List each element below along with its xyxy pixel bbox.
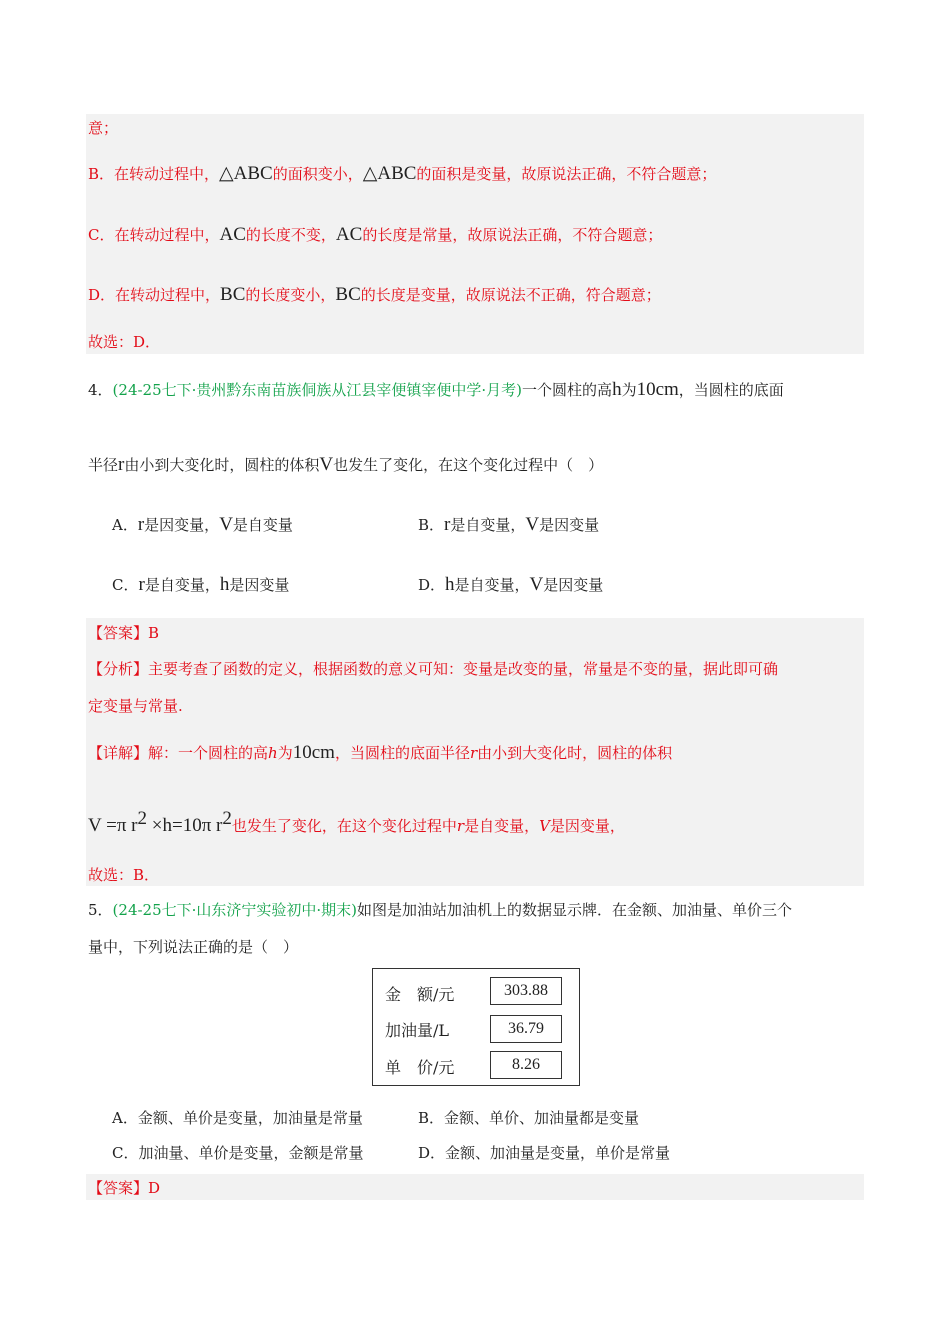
question-5-stem: 5．(24-25七下·山东济宁实验初中·期末)如图是加油站加油机上的数据显示牌．在金额、加油量、单价三个 [88,901,793,919]
option-c[interactable]: C．加油量、单价是变量，金额是常量 [112,1144,364,1162]
solution-line-d: D．在转动过程中，BC的长度变小，BC的长度是变量，故原说法不正确，符合题意； [88,284,661,305]
choice-line: 故选：D． [88,333,161,351]
option-c[interactable]: C．r是自变量，h是因变量 [112,574,290,595]
answer-line: 【答案】B [88,624,160,642]
detail-line: 【详解】解：一个圆柱的高h为10cm，当圆柱的底面半径r由小到大变化时，圆柱的体积 [88,742,673,763]
solution-line-b: B．在转动过程中，△ABC的面积变小，△ABC的面积是变量，故原说法正确，不符合题意； [88,163,717,184]
solution-line-c: C．在转动过程中，AC的长度不变，AC的长度是常量，故原说法正确，不符合题意； [88,224,663,245]
question-4-stem: 4．(24-25七下·贵州黔东南苗族侗族从江县宰便镇宰便中学·月考)一个圆柱的高h为10cm，当圆柱的底面 [88,379,784,400]
detail-formula-line: V =π $r^2 \times h=10\pi$ $r^2$也发生了变化，在这个变化过程中r是自变量，V是因变量， [88,808,625,836]
option-b[interactable]: B．金额、单价、加油量都是变量 [418,1109,640,1127]
analysis-line-cont: 定变量与常量. [88,697,183,715]
amount-value: 303.88 [490,977,562,1005]
option-d[interactable]: D．h是自变量，V是因变量 [418,574,604,595]
option-a[interactable]: A．r是因变量，V是自变量 [112,514,293,535]
question-5-stem-cont: 量中，下列说法正确的是（ ） [88,938,299,956]
option-a[interactable]: A．金额、单价是变量，加油量是常量 [112,1109,363,1127]
question-source: (24-25七下·山东济宁实验初中·期末) [112,901,358,919]
question-source: (24-25七下·贵州黔东南苗族侗族从江县宰便镇宰便中学·月考) [112,381,523,399]
solution-line: 意； [88,119,119,137]
price-label: 单 价/元 [385,1058,455,1077]
price-value: 8.26 [490,1051,562,1079]
amount-label: 金 额/元 [385,985,455,1004]
volume-value: 36.79 [490,1015,562,1043]
volume-label: 加油量/L [385,1021,450,1040]
fuel-display-panel [372,968,580,1086]
question-4-stem-cont: 半径r由小到大变化时，圆柱的体积V也发生了变化，在这个变化过程中（ ） [88,454,604,475]
analysis-line: 【分析】主要考查了函数的定义，根据函数的意义可知：变量是改变的量，常量是不变的量，据此即可确 [88,660,779,678]
option-d[interactable]: D．金额、加油量是变量，单价是常量 [418,1144,671,1162]
choice-line: 故选：B． [88,866,160,884]
option-b[interactable]: B．r是自变量，V是因变量 [418,514,600,535]
solution-block-q5 [86,1174,864,1200]
answer-line: 【答案】D [88,1179,161,1197]
